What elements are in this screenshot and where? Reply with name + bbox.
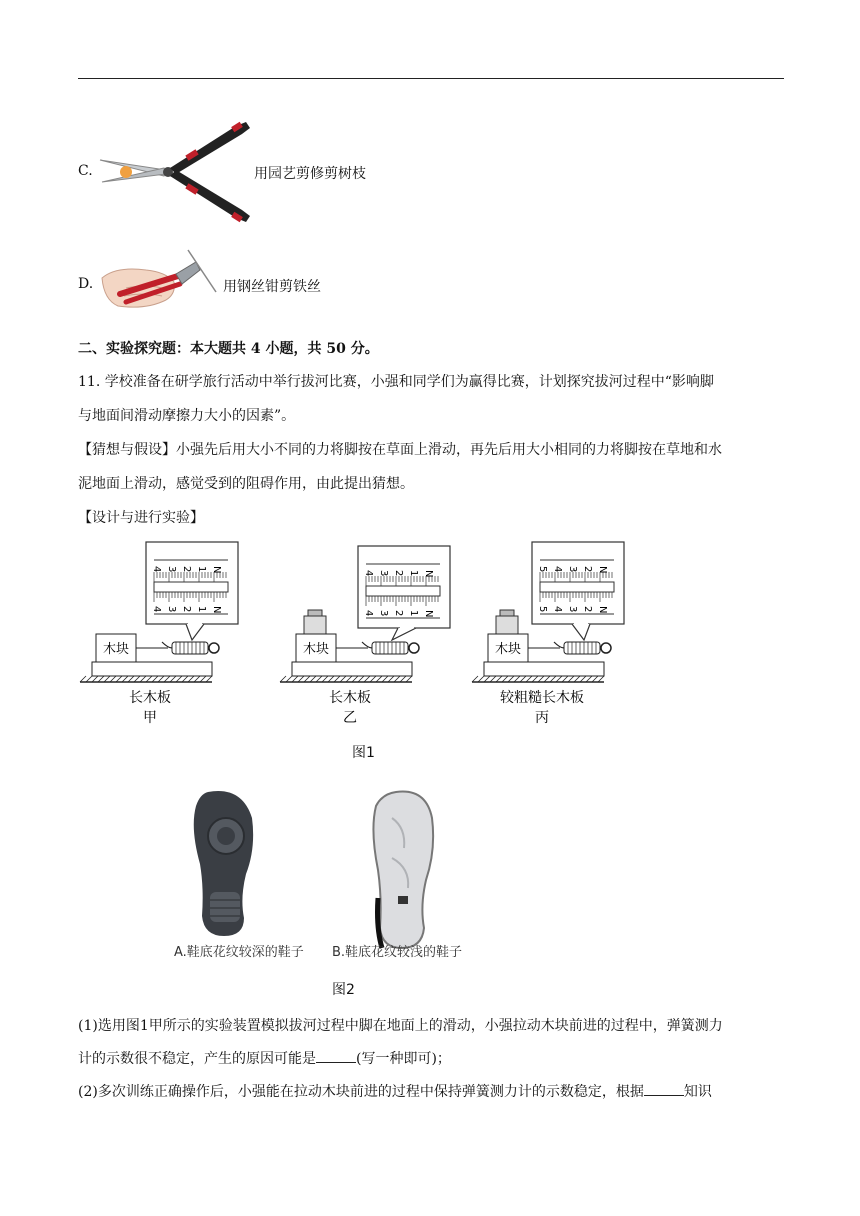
scale-number: 1: [196, 606, 207, 613]
garden-shears-image: [96, 118, 256, 226]
ground-hatch: [86, 676, 92, 682]
ground-hatch: [80, 676, 86, 682]
scale-number: 4: [151, 566, 162, 573]
ground-hatch: [532, 676, 538, 682]
wood-block-label: 木块: [102, 642, 130, 657]
ground-hatch: [316, 676, 322, 682]
ground-hatch: [310, 676, 316, 682]
ground-hatch: [394, 676, 400, 682]
ground-hatch: [346, 676, 352, 682]
ground-hatch: [592, 676, 598, 682]
ground-hatch: [340, 676, 346, 682]
ground-hatch: [544, 676, 550, 682]
scale-slot: [540, 582, 614, 592]
scale-slot: [366, 586, 440, 596]
ground-hatch: [322, 676, 328, 682]
ground-hatch: [122, 676, 128, 682]
scale-ring: [601, 643, 611, 653]
spring-scale-body: [564, 642, 600, 654]
hypothesis-line-2: 泥地面上滑动，感觉受到的阻碍作用，由此提出猜想。: [78, 476, 414, 492]
weight-body: [496, 616, 518, 634]
ground-hatch: [298, 676, 304, 682]
sub1-line-1: (1)选用图1甲所示的实验装置模拟拔河过程中脚在地面上的滑动，小强拉动木块前进的过程中，弹簧测力: [78, 1018, 723, 1034]
ground-hatch: [574, 676, 580, 682]
ground-hatch: [182, 676, 188, 682]
ground-hatch: [158, 676, 164, 682]
figure2-caption: 图2: [332, 982, 355, 998]
ground-hatch: [388, 676, 394, 682]
ground-hatch: [200, 676, 206, 682]
scale-number: N: [597, 606, 608, 614]
option-c-letter: C.: [78, 163, 93, 179]
scale-number: 1: [408, 610, 419, 617]
scale-number: 3: [166, 566, 177, 573]
scale-number: 3: [567, 606, 578, 613]
ground-hatch: [304, 676, 310, 682]
scale-number: N: [423, 570, 434, 578]
scale-number: 2: [582, 606, 593, 613]
ground-hatch: [176, 676, 182, 682]
shoe-b-sole: [373, 792, 433, 948]
scale-number: 4: [151, 606, 162, 613]
callout-pointer: [186, 624, 204, 640]
ground-hatch: [146, 676, 152, 682]
scale-number: 4: [552, 606, 563, 613]
ground-hatch: [128, 676, 134, 682]
board-label: 长木板: [129, 690, 171, 706]
scale-number: 3: [166, 606, 177, 613]
spring-scale-body: [172, 642, 208, 654]
ground-hatch: [188, 676, 194, 682]
sub1-line-2: [78, 1049, 778, 1069]
hook: [162, 642, 172, 648]
sub1-line-2a: 计的示数很不稳定，产生的原因可能是: [78, 1051, 316, 1067]
spring-scale-body: [372, 642, 408, 654]
ground-hatch: [514, 676, 520, 682]
ground-hatch: [152, 676, 158, 682]
board: [92, 662, 212, 676]
ground-hatch: [98, 676, 104, 682]
ground-hatch: [520, 676, 526, 682]
question-line-2: 与地面间滑动摩擦力大小的因素”。: [78, 408, 296, 424]
ground-hatch: [170, 676, 176, 682]
shoe-a-label: A.鞋底花纹较深的鞋子: [174, 945, 304, 960]
answer-blank-1[interactable]: [316, 1050, 356, 1063]
scale-number: N: [211, 606, 222, 614]
ground-hatch: [508, 676, 514, 682]
ground-hatch: [406, 676, 412, 682]
ground-hatch: [484, 676, 490, 682]
ground-hatch: [358, 676, 364, 682]
sub2-line-1a: (2)多次训练正确操作后，小强能在拉动木块前进的过程中保持弹簧测力计的示数稳定，根据: [78, 1084, 644, 1100]
question-line-1: 11. 学校准备在研学旅行活动中举行拔河比赛，小强和同学们为赢得比赛，计划探究拔河过程中“影响脚: [78, 374, 714, 390]
sub2-line-1: [78, 1082, 778, 1102]
sub2-line-1b: 知识: [683, 1084, 712, 1100]
scale-number: N: [211, 566, 222, 574]
ground-hatch: [580, 676, 586, 682]
ground-hatch: [194, 676, 200, 682]
ground-hatch: [334, 676, 340, 682]
setup-label: 甲: [143, 710, 157, 726]
ground-hatch: [502, 676, 508, 682]
ground-hatch: [206, 676, 212, 682]
scale-number: 2: [181, 606, 192, 613]
callout-pointer: [572, 624, 590, 640]
sub1-line-2b: (写一种即可)；: [356, 1051, 451, 1067]
hook: [362, 642, 372, 648]
ground-hatch: [104, 676, 110, 682]
ground-hatch: [292, 676, 298, 682]
wood-block-label: 木块: [302, 642, 330, 657]
scale-number: N: [597, 566, 608, 574]
answer-blank-2[interactable]: [644, 1083, 684, 1096]
board-label: 长木板: [329, 690, 371, 706]
scale-number: 5: [537, 606, 548, 613]
ground-hatch: [328, 676, 334, 682]
ground-hatch: [472, 676, 478, 682]
shoe-a-sole: [194, 791, 253, 936]
ground-hatch: [92, 676, 98, 682]
ground-hatch: [364, 676, 370, 682]
figure1-caption: 图1: [352, 745, 375, 761]
ground-hatch: [116, 676, 122, 682]
ground-hatch: [538, 676, 544, 682]
ground-hatch: [370, 676, 376, 682]
scale-number: 1: [408, 570, 419, 577]
ground-hatch: [598, 676, 604, 682]
ground-hatch: [286, 676, 292, 682]
ground-hatch: [556, 676, 562, 682]
ground-hatch: [496, 676, 502, 682]
ground-hatch: [400, 676, 406, 682]
scale-number: 3: [567, 566, 578, 573]
wood-block-label: 木块: [494, 642, 522, 657]
scale-ring: [409, 643, 419, 653]
ground-hatch: [280, 676, 286, 682]
scale-number: 4: [363, 610, 374, 617]
ground-hatch: [164, 676, 170, 682]
ground-hatch: [490, 676, 496, 682]
board: [292, 662, 412, 676]
ground-hatch: [478, 676, 484, 682]
ground-hatch: [562, 676, 568, 682]
callout-pointer: [392, 628, 416, 640]
setup-label: 乙: [343, 710, 357, 726]
scale-number: 1: [196, 566, 207, 573]
setup-label: 丙: [535, 710, 549, 726]
scale-number: 3: [378, 610, 389, 617]
option-c-text: 用园艺剪修剪树枝: [254, 166, 366, 182]
weight-body: [304, 616, 326, 634]
scale-number: 2: [393, 570, 404, 577]
weight-top: [500, 610, 514, 616]
board: [484, 662, 604, 676]
scale-number: 4: [363, 570, 374, 577]
scale-number: N: [423, 610, 434, 618]
option-d-letter: D.: [78, 276, 94, 292]
header-rule: [78, 78, 784, 79]
hook: [554, 642, 564, 648]
section-title: 二、实验探究题：本大题共 4 小题，共 50 分。: [78, 341, 379, 357]
weight-top: [308, 610, 322, 616]
ground-hatch: [376, 676, 382, 682]
scale-number: 4: [552, 566, 563, 573]
ground-hatch: [382, 676, 388, 682]
ground-hatch: [526, 676, 532, 682]
ground-hatch: [568, 676, 574, 682]
ground-hatch: [134, 676, 140, 682]
scale-number: 2: [582, 566, 593, 573]
figure1-diagram: [74, 536, 644, 736]
ground-hatch: [586, 676, 592, 682]
ground-hatch: [140, 676, 146, 682]
scale-ring: [209, 643, 219, 653]
shoe-b-label: B.鞋底花纹较浅的鞋子: [332, 945, 463, 960]
scale-slot: [154, 582, 228, 592]
design-heading: 【设计与进行实验】: [78, 510, 204, 526]
option-d-text: 用钢丝钳剪铁丝: [223, 279, 321, 295]
board-label: 较粗糙长木板: [500, 690, 584, 706]
scale-number: 2: [393, 610, 404, 617]
scale-number: 5: [537, 566, 548, 573]
figure2-shoes: [170, 788, 490, 968]
ground-hatch: [110, 676, 116, 682]
ground-hatch: [352, 676, 358, 682]
ground-hatch: [550, 676, 556, 682]
wire-cutter-image: [96, 248, 220, 318]
hypothesis-line-1: 【猜想与假设】小强先后用大小不同的力将脚按在草面上滑动，再先后用大小相同的力将脚按在草地和水: [78, 442, 722, 458]
scale-number: 3: [378, 570, 389, 577]
scale-number: 2: [181, 566, 192, 573]
